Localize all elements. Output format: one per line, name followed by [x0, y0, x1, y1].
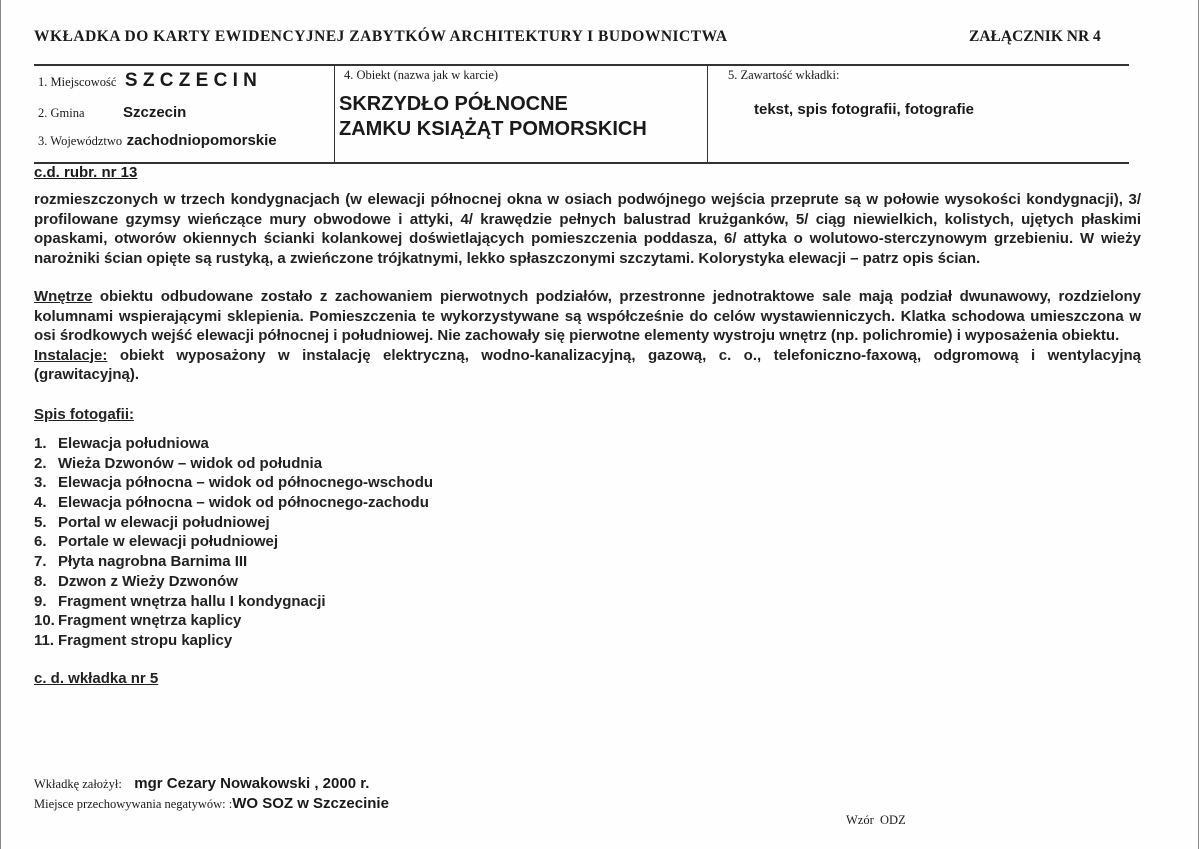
photo-number: 9. [34, 592, 47, 610]
photo-number: 1. [34, 435, 47, 452]
voivodeship-value: zachodniopomorskie [126, 132, 277, 149]
section-continued-heading [34, 164, 137, 181]
photo-number: 8. [34, 572, 47, 590]
photo-number: 3. [34, 474, 47, 492]
installations-paragraph [34, 346, 1141, 385]
document-title: WKŁADKA DO KARTY EWIDENCYJNEJ ZABYTKÓW ARCHITEKTURY I BUDOWNICTWA [34, 28, 728, 45]
photo-list-item [34, 434, 1141, 454]
form-template-label: Wzór ODZ [846, 813, 906, 827]
photo-title: Płyta nagrobna Barnima III [58, 553, 248, 571]
photo-title: Elewacja północna – widok od północnego-zachodu [58, 494, 429, 512]
description-body [34, 190, 1141, 688]
photo-list-item [34, 454, 1141, 474]
photo-number: 5. [34, 513, 47, 531]
author-line [34, 775, 369, 793]
photo-title: Portale w elewacji południowej [58, 533, 279, 551]
facade-paragraph: rozmieszczonych w trzech kondygnacjach (w elewacji północnej okna w osiach podwójnego wejścia przeprute są w połowie wysokości kondygnacji), 3/ profilowane gzymsy wieńczące mury obwodowe i attyki, 4/ krawędzie pełnych balustrad krużganków, 5/ ciąg niewielkich, kolistych, ujętych płaskimi opaskami, otworów okiennych ścianki kolankowej doświetlających pomieszczenia poddasza, 6/ attyka o wolutowo-sterczynowym grzebieniu. W wieży narożniki ścian opięte są rustyką, a zwieńczone trójkatnymi, lekko spłaszczonymi szczytami. Kolorystyka elewacji – patrz opis ścian. [34, 191, 1141, 267]
negatives-label: Miejsce przechowywania negatywów: : [34, 797, 233, 811]
attachment-number: ZAŁĄCZNIK NR 4 [969, 28, 1101, 45]
voivodeship-label: 3. Województwo [38, 134, 123, 148]
photo-list-item [34, 572, 1141, 592]
photo-list-item [34, 552, 1141, 572]
installations-label: Instalacje: [34, 346, 108, 364]
installations-text: obiekt wyposażony w instalację elektryczną, wodno-kanalizacyjną, gazową, c. o., telefoniczno-faxową, odgromową i wentylacyjną (grawitacyjną). [34, 346, 1141, 383]
locality-field [38, 70, 257, 92]
photo-list-item [34, 532, 1141, 552]
photo-number: 7. [34, 553, 47, 571]
voivodeship-field [38, 132, 277, 150]
photo-list-item [34, 592, 1141, 612]
author-label: Wkładkę założył: [34, 777, 122, 791]
photo-list-heading [34, 405, 1141, 425]
object-name-line: ZAMKU KSIĄŻĄT POMORSKICH [339, 118, 647, 140]
photo-title: Dzwon z Wieży Dzwonów [58, 572, 238, 590]
photo-title: Elewacja południowa [58, 435, 209, 452]
photo-list-item [34, 493, 1141, 513]
photo-title: Portal w elewacji południowej [58, 513, 270, 531]
commune-value: Szczecin [122, 104, 187, 121]
photo-title: Fragment wnętrza hallu I kondygnacji [58, 592, 326, 610]
contents-label: 5. Zawartość wkładki: [728, 68, 840, 82]
negatives-line [34, 795, 389, 813]
contents-value: tekst, spis fotografii, fotografie [754, 101, 975, 118]
interior-paragraph [34, 287, 1141, 346]
photo-title: Fragment wnętrza kaplicy [58, 612, 242, 630]
photo-title: Wieża Dzwonów – widok od południa [58, 454, 323, 472]
photo-number: 6. [34, 533, 47, 551]
photo-list-title: Spis fotogafii: [34, 405, 134, 423]
photo-number: 2. [34, 454, 47, 472]
author-value: mgr Cezary Nowakowski , 2000 r. [134, 775, 370, 792]
section-continued-text: c.d. rubr. nr 13 [34, 164, 138, 181]
continued-note [34, 669, 1141, 689]
photo-list-item [34, 611, 1141, 631]
commune-field [38, 104, 186, 122]
photo-title: Elewacja północna – widok od północnego-wschodu [58, 474, 434, 492]
photo-list-item [34, 631, 1141, 651]
locality-label: 1. Miejscowość [38, 75, 117, 89]
photo-number: 10. [34, 612, 55, 630]
photo-number: 4. [34, 494, 47, 512]
interior-text: obiektu odbudowane zostało z zachowaniem pierwotnych podziałów, przestronne jednotraktowe sale mają podział dwunawowy, rozdzielony kolumnami wspierającymi sklepienia. Pomieszczenia te wykorzystywane są współcześnie do celów wystawienniczych. Klatka schodowa umieszczona w osi środkowych wejść elewacji północnej i południowej. Nie zachowały się pierwotne elementy wystroju wnętrz (np. polichromie) i wyposażenia obiektu. [34, 288, 1141, 344]
header-table [34, 64, 1129, 164]
photo-number: 11. [34, 631, 55, 649]
object-name-line: SKRZYDŁO PÓŁNOCNE [339, 93, 568, 115]
commune-label: 2. Gmina [38, 106, 85, 120]
interior-label: Wnętrze [34, 288, 93, 305]
continued-text: c. d. wkładka nr 5 [34, 669, 159, 687]
photo-list-item [34, 473, 1141, 493]
locality-value: S Z C Z E C I N [124, 70, 257, 91]
photo-title: Fragment stropu kaplicy [58, 631, 233, 649]
object-name [339, 92, 647, 142]
object-label: 4. Obiekt (nazwa jak w karcie) [344, 68, 499, 82]
photo-list-item [34, 513, 1141, 533]
photo-list [34, 434, 1141, 651]
negatives-value: WO SOZ w Szczecinie [232, 795, 389, 812]
